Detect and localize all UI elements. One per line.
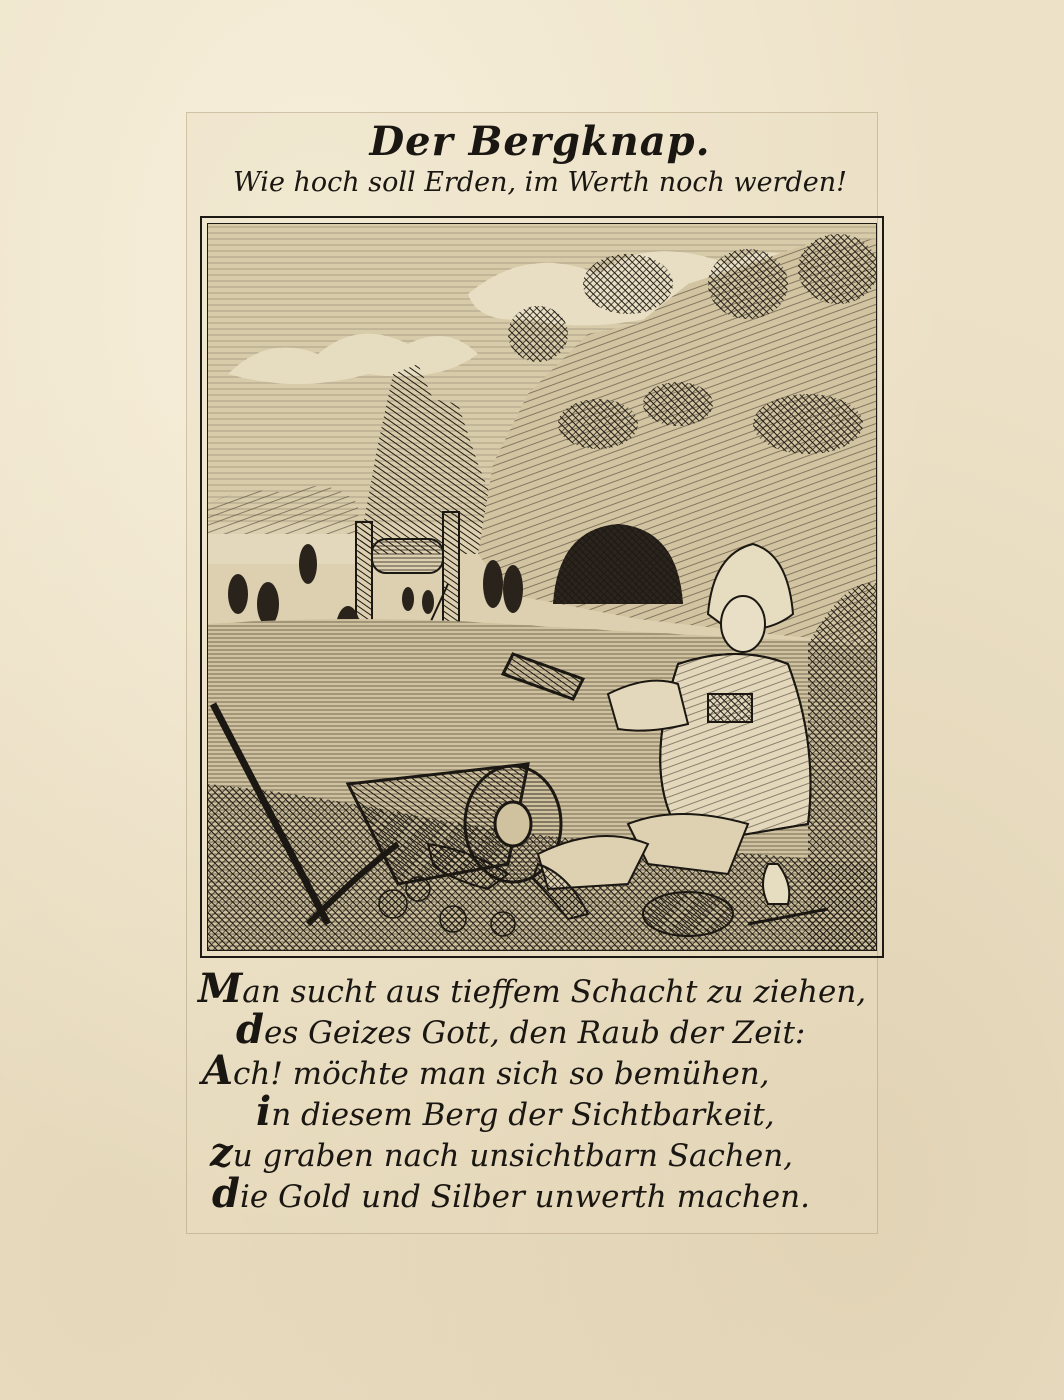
engraving-heading [200, 118, 880, 200]
verse [198, 965, 898, 1217]
verse-line-2: des Geizes Gott, den Raub der Zeit: [236, 1006, 806, 1053]
right-rocks [808, 583, 877, 951]
mining-scene-illustration [207, 223, 877, 951]
bread-loaf [643, 892, 733, 936]
verse-line-4: in diesem Berg der Sichtbarkeit, [256, 1088, 775, 1135]
verse-line-6: die Gold und Silber unwerth machen. [212, 1170, 810, 1217]
verse-line-5: zu graben nach unsichtbarn Sachen, [210, 1129, 794, 1176]
mining-scene-drawing [208, 224, 877, 951]
engraving-title: Der Bergknap. [369, 118, 711, 165]
verse-line-1: Man sucht aus tieffem Schacht zu ziehen, [198, 965, 867, 1012]
verse-line-3: Ach! möchte man sich so bemühen, [202, 1047, 770, 1094]
engraving-motto: Wie hoch soll Erden, im Werth noch werden! [233, 167, 847, 198]
water [208, 534, 358, 564]
